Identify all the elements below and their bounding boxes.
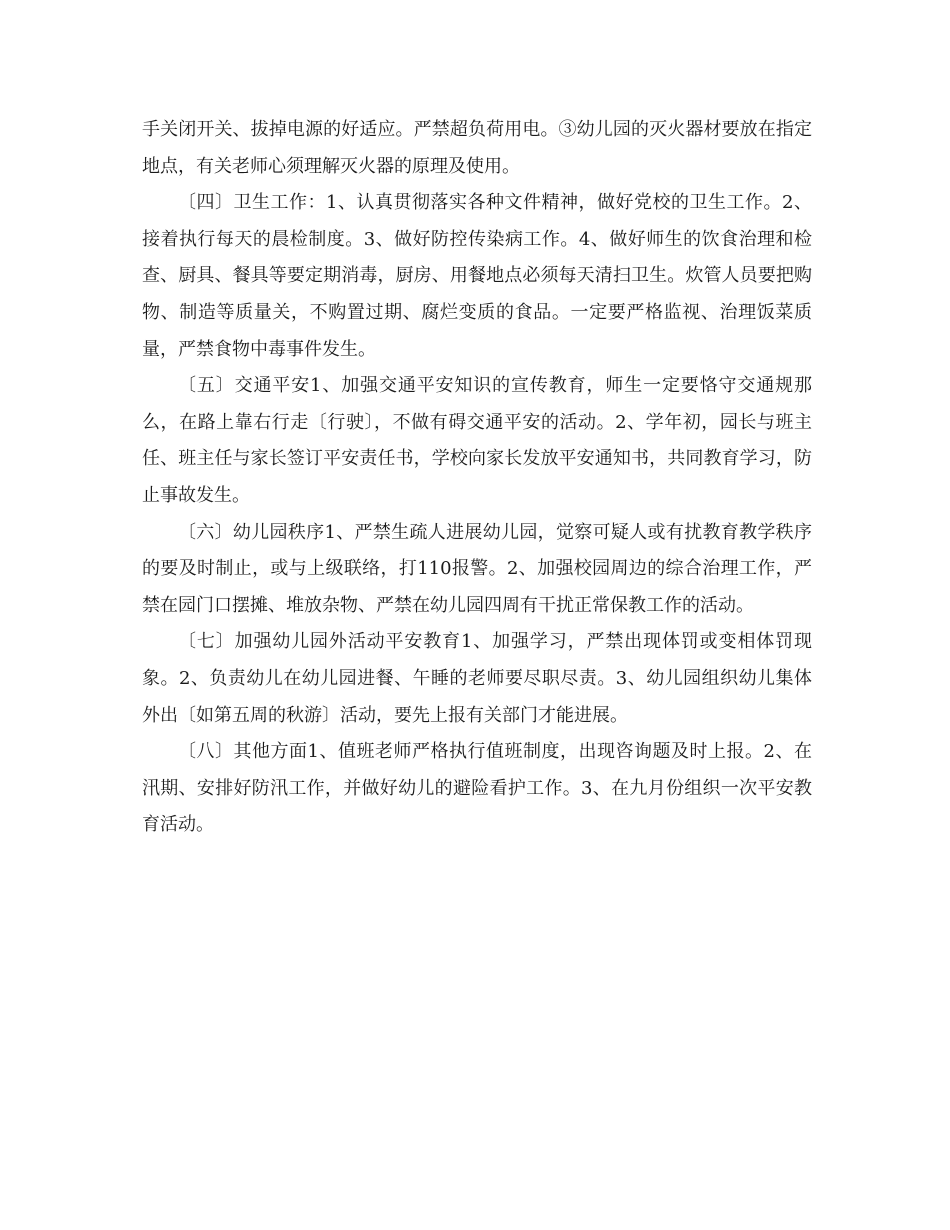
document-body xyxy=(142,112,812,844)
paragraph-continuation: 手关闭开关、拔掉电源的好适应。严禁超负荷用电。③幼儿园的灭火器材要放在指定地点，有关老师心须理解灭火器的原理及使用。 xyxy=(142,119,812,177)
paragraph-other-aspects: 〔八〕其他方面1、值班老师严格执行值班制度，出现咨询题及时上报。2、在汛期、安排好防汛工作，并做好幼儿的避险看护工作。3、在九月份组织一次平安教育活动。 xyxy=(142,741,812,836)
paragraph-hygiene: 〔四〕卫生工作：1、认真贯彻落实各种文件精神，做好党校的卫生工作。2、接着执行每天的晨检制度。3、做好防控传染病工作。4、做好师生的饮食治理和检查、厨具、餐具等要定期消毒，厨房、用餐地点必须每天清扫卫生。炊管人员要把购物、制造等质量关，不购置过期、腐烂变质的食品。一定要严格监视、治理饭菜质量，严禁食物中毒事件发生。 xyxy=(142,192,812,360)
paragraph-kindergarten-order: 〔六〕幼儿园秩序1、严禁生疏人进展幼儿园，觉察可疑人或有扰教育教学秩序的要及时制止，或与上级联络，打110报警。2、加强校园周边的综合治理工作，严禁在园门口摆摊、堆放杂物、严禁在幼儿园四周有干扰正常保教工作的活动。 xyxy=(142,521,812,616)
paragraph-traffic-safety: 〔五〕交通平安1、加强交通平安知识的宣传教育，师生一定要恪守交通规那么，在路上靠右行走〔行驶〕，不做有碍交通平安的活动。2、学年初，园长与班主任、班主任与家长签订平安责任书，学校向家长发放平安通知书，共同教育学习，防止事故发生。 xyxy=(142,375,812,506)
paragraph-outdoor-activity-safety: 〔七〕加强幼儿园外活动平安教育1、加强学习，严禁出现体罚或变相体罚现象。2、负责幼儿在幼儿园进餐、午睡的老师要尽职尽责。3、幼儿园组织幼儿集体外出〔如第五周的秋游〕活动，要先上报有关部门才能进展。 xyxy=(142,631,812,726)
